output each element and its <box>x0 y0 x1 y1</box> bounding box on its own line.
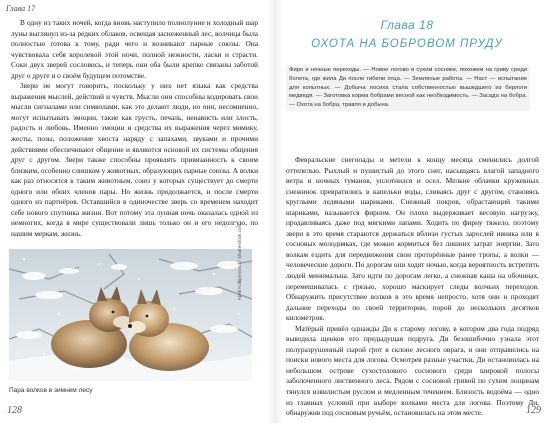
page-number-left: 128 <box>7 405 22 416</box>
paragraph: Звери не могут говорить, поскольку у них нет языка как средства выражения мыслей, действий и чувств. Мысли они способны кодировать свои мысли сигналами или символами, как это делают люди, но они, несомненно, могут испытывать эмоции, такие как грусть, печаль, ненависть или злость, радость и любовь. Именно эмоции и средства их выражения через мимику, жесты, позы, положение хвоста наряду с запахами, звуками и прочими действиями обеспечивают общение и являются основой их системы общения друг с другом. Звери также способны проявлять привязанность к своим близким, особенно слишком у животных, образующих парные союзы. А волки как раз относятся к таким животным, союз у которых существует до смерти одного или обоих членов пары. Но жизнь продолжается, и после смерти одного из партнёров. Оставшийся в одиночестве зверь со временем находит себе нового спутника жизни. Вот потому эта лунная ночь оказалась одной из немногих, когда в мире существовали лишь только он и его недолгую, по нашим меркам, жизнь. <box>11 81 258 238</box>
photo-credit: Kjetil Kolbjornsrud / Shutterstock.com <box>237 223 242 300</box>
paragraph: Матёрый привёл однажды Ди к старому логову, в котором два года подряд выводила щенков его предыдущая подруга. Ди безошибочно узнала этот полуразрушенный сырой грот в склоне лесного оврага, и они отправились на поиски нового места для логова. Осмотрев разные участки, Ди остановилась на небольшом острове сухостолового соснового среди широкой полосы заболоченного лиственного леса. Рядом с сосновой гривой по сухим лощинам тянулся извилистым руслом и медленным течением. Близость водоёма — одно из главных условий при выборе волками места для логова. Поэтому Ди, обнаружив под сосновым ручьём, остановилась на этом месте. <box>286 323 539 418</box>
wolves-photo <box>9 249 252 381</box>
running-head: Глава 17 <box>6 4 36 13</box>
left-body-text <box>11 18 258 239</box>
right-body-text <box>286 155 539 419</box>
photo-caption: Пара волков в зимнем лесу <box>9 387 93 394</box>
wolves-in-snow-image <box>9 249 252 381</box>
paragraph: В одну из таких ночей, когда вновь наступило полнолуние и холодный шар луны выглянул из-за редких облаков, освещая заснеженный лес, волчица была полностью готова к тому, ради чего и возникают парные союзы. Она чувствовала себя королевой этой ночи, полной нежности, ласки и страсти. Соки двух зверей сословись, и теперь они оба были крепко связаны заботой друг о друге и о своём будущем потомстве. <box>11 18 258 80</box>
right-page <box>275 0 550 423</box>
chapter-synopsis: Фирн и ночные переходы. — Новое логово в сухом сосняке, похожем на гриву среди болота, где жила Ди после гибели отца. — Земляные работы. — Наст — испытание для копытных. — Добыча лосиха стала собственностью вышедшего из берлоги медведя. — Заготовка корма бобрами весной как необходимость. — Засада на бобра. — Охота на бобра, травля и добыча. <box>286 65 530 111</box>
chapter-title: ОХОТА НА БОБРОВОМ ПРУДУ <box>311 38 503 50</box>
paragraph: Февральские снегопады и метели к концу месяца сменились долгой оттепелью. Рыхлый и пушистый до этого снег, насыщаясь влагой западного ветра и ночных туманов, уплотнился и осел. Мелкие облачки кружевных снежинок превратились в капельки воды, сливаясь друг с другом, становясь круглыми ледяными шариками. Снежный покров, обрастающий такими шариками, называется фирном. Он плохо выдерживает весовую нагрузку, продавливаясь даже под мягкими лапами. Ходить по фирну тяжело, поэтому звери в это время стараются держаться вблизи густых зарослей ивняка или в сосновых молодняках, где можно кормиться без лишних затрат энергии. Зато волкам ездить для передвижения свои проторённые ранее тропы, а волки — человеческие дороги. По дорогам они ходят ночью, когда вероятность встретить людей минимальна. Зато идти по дорогам легко, а снежная каша на обочинах, перемешивалась с грязью, хорошо маскирует следы волчьих переходов. Обнаружить присутствие волков в это время непросто, хотя они и проходят дальние переходы по своей территории, порой до нескольких десятков километров. <box>286 155 539 323</box>
chapter-number: Глава 18 <box>380 18 434 32</box>
page-number-right: 129 <box>526 405 541 416</box>
